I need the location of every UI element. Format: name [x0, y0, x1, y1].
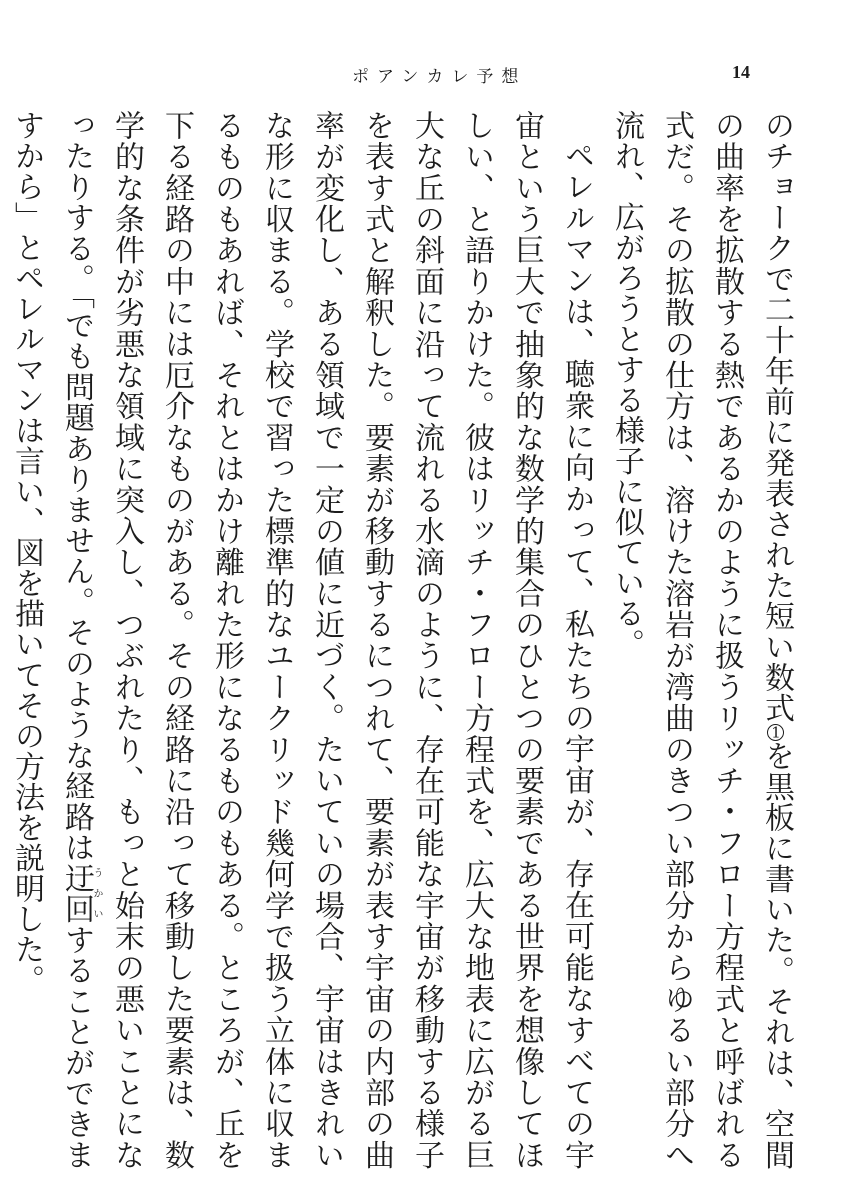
running-head	[0, 62, 841, 92]
ruby-base: 迂回	[59, 863, 94, 925]
running-title: ポアンカレ予想	[352, 67, 527, 87]
paragraph-2	[1, 110, 601, 1170]
note-reference-marker: 1	[767, 724, 784, 741]
paragraph-2-text: ペレルマンは、聴衆に向かって、私たちの宇宙が、存在可能なすべての宇宙という巨大で抽象的な数学的集合のひとつの要素である世界を想像してほしい、と語りかけた。彼はリッチ・フロー方程式を、広大な地表に広がる巨大な丘の斜面に沿って流れる水滴のように、存在可能な宇宙が移動する様子を表す式と解釈した。要素が移動するにつれて、要素が表す宇宙の内部の曲率が変化し、ある領域で一定の値に近づく。たいていの場合、宇宙はきれいな形に収まる。学校で習った標準的なユークリッド幾何学で扱う立体に収まるものもあれば、それとはかけ離れた形になるものもある。ところが、丘を下る経路の中には厄介なものがある。その経路に沿って移動した要素は、数学的な条件が劣悪な領域に突入し、つぶれたり、もっと始末の悪いことになったりする。「でも問題ありません。そのような経路は	[59, 110, 594, 1170]
ruby-annotation	[59, 863, 102, 925]
paragraph-1-text-b: を黒板に書いた。それは、空間の曲率を拡散する熱であるかのように扱うリッチ・フロー方程式と呼ばれる式だ。その拡散の仕方は、溶けた溶岩が湾曲のきつい部分からゆるい部分へ流れ、広がろうとする様子に似ている。	[609, 110, 794, 1170]
ruby-reading: うかい	[91, 863, 102, 925]
paragraph-2-text-end: することができますから」とペレルマンは言い、図を描いてその方法を説明した。	[9, 110, 94, 1171]
page-number: 14	[732, 62, 750, 82]
paragraph-3	[0, 110, 1, 1170]
paragraph-1	[601, 110, 801, 1170]
body-text	[9, 110, 801, 1171]
paragraph-1-text-a: のチョークで二十年前に発表された短い数式	[759, 110, 794, 724]
